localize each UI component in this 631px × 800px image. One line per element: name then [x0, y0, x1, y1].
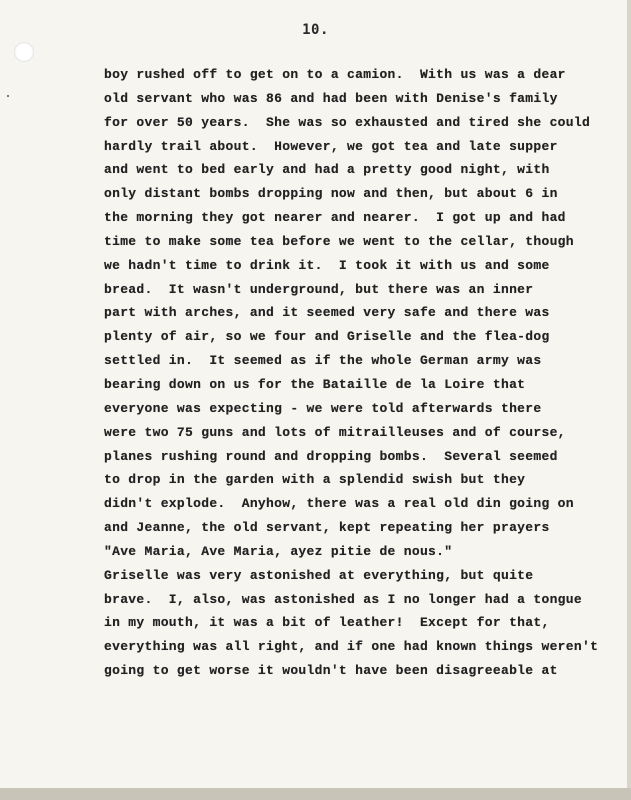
text-line: hardly trail about. However, we got tea and late supper — [104, 138, 558, 154]
text-line: everyone was expecting - we were told afterwards there — [104, 400, 542, 416]
text-line: only distant bombs dropping now and then, but about 6 in — [104, 186, 558, 202]
paper-speck — [7, 95, 9, 97]
text-line: bearing down on us for the Bataille de la Loire that — [104, 376, 526, 392]
body-text — [104, 63, 624, 683]
page-bottom-edge — [0, 788, 631, 800]
text-line: the morning they got nearer and nearer. I got up and had — [104, 210, 566, 226]
text-line: to drop in the garden with a splendid swish but they — [104, 472, 526, 488]
text-line: and went to bed early and had a pretty good night, with — [104, 162, 550, 178]
text-line: everything was all right, and if one had known things weren't — [104, 639, 599, 655]
text-line: Griselle was very astonished at everything, but quite — [104, 567, 534, 583]
text-line: didn't explode. Anyhow, there was a real old din going on — [104, 496, 574, 512]
text-line: in my mouth, it was a bit of leather! Except for that, — [104, 615, 550, 631]
text-line: going to get worse it wouldn't have been disagreeable at — [104, 663, 558, 679]
text-line: "Ave Maria, Ave Maria, ayez pitie de nous." — [104, 543, 453, 559]
text-line: planes rushing round and dropping bombs. Several seemed — [104, 448, 558, 464]
text-line: plenty of air, so we four and Griselle and the flea-dog — [104, 329, 550, 345]
text-line: boy rushed off to get on to a camion. With us was a dear — [104, 67, 566, 82]
binder-punch-hole — [14, 42, 34, 62]
text-line: bread. It wasn't underground, but there was an inner — [104, 281, 534, 297]
text-line: for over 50 years. She was so exhausted and tired she could — [104, 114, 591, 130]
page-edge — [627, 0, 631, 800]
text-line: were two 75 guns and lots of mitrailleuses and of course, — [104, 424, 566, 440]
text-line: settled in. It seemed as if the whole German army was — [104, 353, 542, 369]
text-line: time to make some tea before we went to the cellar, though — [104, 233, 574, 249]
page-number: 10. — [302, 22, 329, 38]
text-line: old servant who was 86 and had been with Denise's family — [104, 90, 558, 106]
text-line: part with arches, and it seemed very safe and there was — [104, 305, 550, 321]
text-line: we hadn't time to drink it. I took it with us and some — [104, 257, 550, 273]
text-line: brave. I, also, was astonished as I no longer had a tongue — [104, 591, 582, 607]
text-line: and Jeanne, the old servant, kept repeating her prayers — [104, 520, 550, 536]
